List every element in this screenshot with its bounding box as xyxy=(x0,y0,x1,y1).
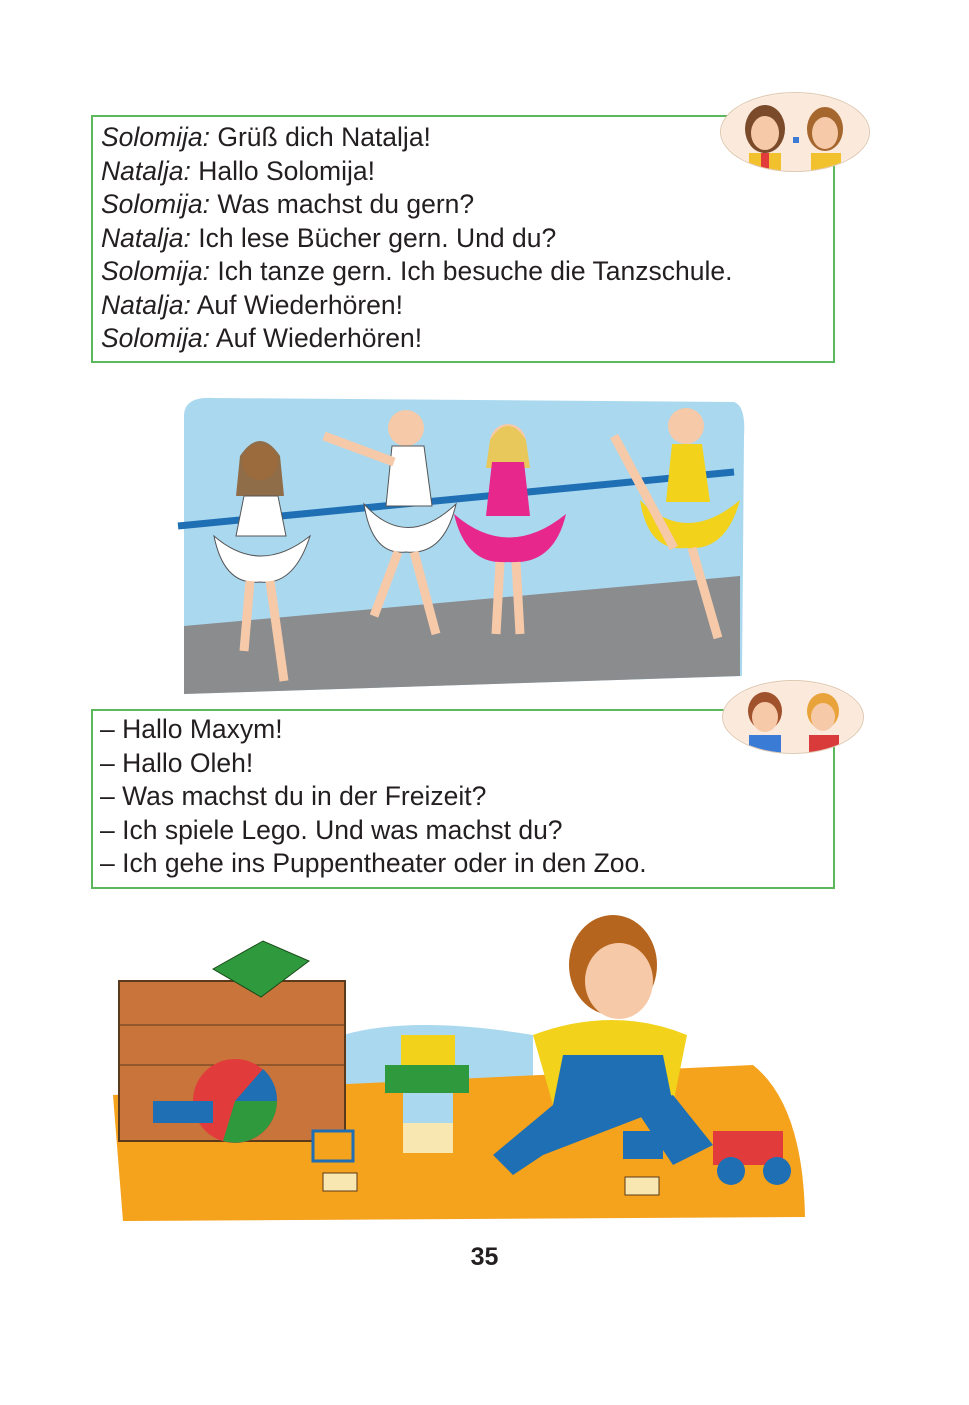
dialogue-line: – Ich spiele Lego. Und was machst du? xyxy=(100,814,563,845)
speaker-name: Natalja: xyxy=(101,222,191,253)
dialogue-line: – Was machst du in der Freizeit? xyxy=(100,781,487,811)
speaker-name: Solomija: xyxy=(101,122,210,152)
speaker-name: Solomija: xyxy=(101,256,210,286)
ballet-class-illustration xyxy=(174,376,748,696)
line-text: Auf Wiederhören! xyxy=(210,323,423,353)
dialogue-line xyxy=(101,255,833,289)
line-text: Was machst du gern? xyxy=(210,189,475,219)
line-text: Hallo Solomija! xyxy=(190,155,375,186)
dialogue-line: – Hallo Maxym! xyxy=(100,714,283,744)
speaker-name: Natalja: xyxy=(101,289,191,320)
dialogue-line xyxy=(101,222,833,256)
dialogue-box-boys xyxy=(91,709,835,889)
dialogue-box-girls xyxy=(91,115,835,363)
speaker-name: Solomija: xyxy=(101,323,210,353)
girls-portrait-image xyxy=(720,92,870,172)
dialogue-line: – Hallo Oleh! xyxy=(100,747,254,778)
speaker-name: Natalja: xyxy=(101,155,191,186)
page-number: 35 xyxy=(470,1243,499,1271)
line-text: Ich tanze gern. Ich besuche die Tanzschule. xyxy=(210,256,733,286)
line-text: Auf Wiederhören! xyxy=(190,289,403,320)
speaker-name: Solomija: xyxy=(101,189,210,219)
dialogue-line xyxy=(101,289,833,323)
boy-playing-lego-illustration xyxy=(113,905,809,1223)
dialogue-line xyxy=(101,188,833,222)
line-text: Ich lese Bücher gern. Und du? xyxy=(190,222,557,253)
dialogue-line xyxy=(101,155,833,189)
dialogue-line: – Ich gehe ins Puppentheater oder in den Zoo. xyxy=(100,848,647,878)
line-text: Grüß dich Natalja! xyxy=(210,122,431,152)
dialogue-line xyxy=(101,322,833,356)
boys-portrait-image xyxy=(722,680,864,754)
